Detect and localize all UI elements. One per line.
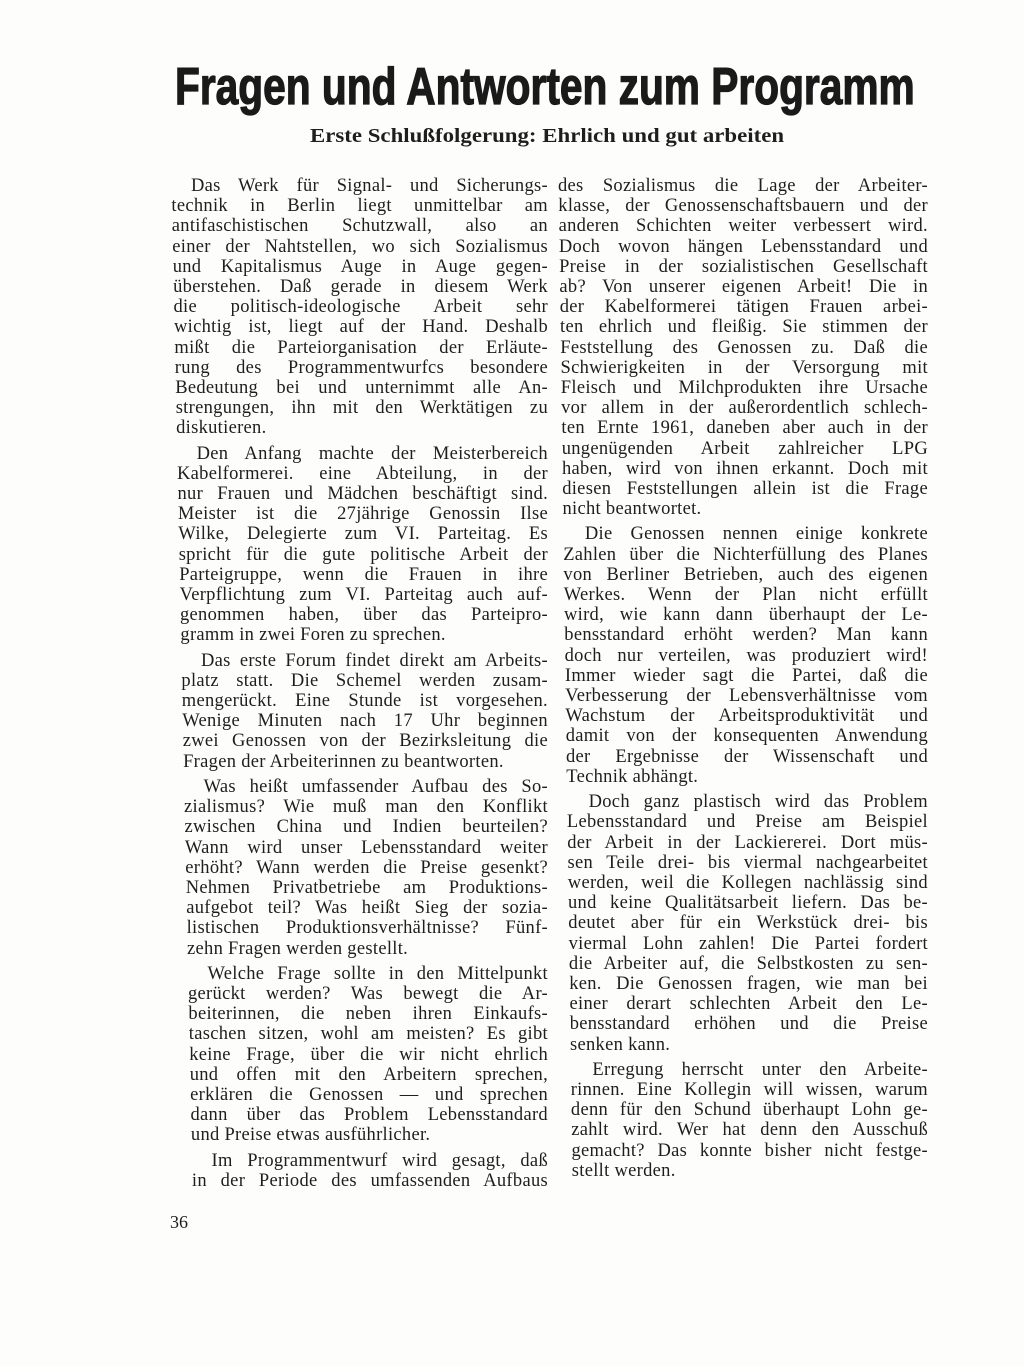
text-line: Nehmen Privatbetriebe am Produktions- [185,877,548,898]
text-line: Verpflichtung zum VI. Parteitag auch auf- [179,585,548,606]
text-line: Kabelformerei. eine Abteilung, in der [177,463,548,484]
text-line: senken kann. [570,1034,671,1055]
text-line: die Arbeiter auf, die Selbstkosten zu sen- [568,953,928,974]
text-line: und Kapitalismus Auge in Auge gegen- [172,256,548,277]
text-line: platz statt. Die Schemel werden zusam- [181,670,548,691]
text-line: diskutieren. [176,418,267,439]
text-line: zehn Fragen werden gestellt. [187,938,409,959]
text-line: Die Genossen nennen einige konkrete [584,524,928,545]
text-line: ab? Von unserer eigenen Arbeit! Die in [559,277,928,298]
text-line: Das Werk für Signal- und Sicherungs- [191,176,548,196]
text-line: mengerückt. Eine Stunde ist vorgesehen. [181,691,548,712]
text-line: ken. Die Genossen fragen, wie man bei [569,973,928,994]
left-column [171,176,548,1191]
text-line: nur Frauen und Mädchen beschäftigt sind. [177,484,548,505]
text-line: Was heißt umfassender Aufbau des So- [203,776,548,797]
paragraph [171,1151,548,1191]
text-line: Erregung herrscht unter den Arbeite- [592,1059,928,1080]
text-line: strengungen, ihn mit den Werktätigen zu [175,398,548,419]
text-line: anderen Schichten weiter verbessert wird. [558,216,928,237]
text-line: Fragen der Arbeiterinnen zu beantworten. [183,751,504,772]
text-line: erhöht? Wann werden die Preise gesenkt? [185,857,548,878]
text-line: wichtig ist, liegt auf der Hand. Deshalb [174,317,548,338]
article-title: Fragen und Antworten zum Programm [175,58,915,116]
paragraph [171,964,548,1146]
text-line: aufgebot teil? Was heißt Sieg der sozia- [186,898,548,919]
text-line: einer derart schlechten Arbeit den Le- [569,994,928,1015]
paragraph [171,651,548,772]
text-line: und Preise etwas ausführlicher. [190,1125,431,1146]
paragraph [558,176,928,519]
text-line: Zahlen über die Nichterfüllung des Planes [563,544,928,565]
text-line: sen Teile drei- bis viermal nachgearbeitet [567,852,928,873]
text-line: bensstandard erhöhen und die Preise [569,1014,928,1035]
text-line: diesen Feststellungen allein ist die Frage [562,479,928,500]
text-line: Im Programmentwurf wird gesagt, daß [211,1150,548,1171]
text-line: nicht beantwortet. [562,499,702,520]
text-line: Wenige Minuten nach 17 Uhr beginnen [182,711,548,732]
text-line: die politisch-ideologische Arbeit sehr [173,297,548,318]
text-line: ten ehrlich und fleißig. Sie stimmen der [560,317,928,338]
text-line: Welche Frage sollte in den Mittelpunkt [207,963,548,984]
text-line: zwischen China und Indien beurteilen? [184,817,548,838]
text-line: wird, wie kann dann überhaupt der Le- [564,605,928,626]
text-line: viermal Lohn zahlen! Die Partei fordert [568,933,928,954]
text-line: Lebensstandard und Preise am Beispiel [566,812,928,833]
text-line: spricht für die gute politische Arbeit der [178,544,548,565]
text-line: in der Periode des umfassenden Aufbaus [191,1170,548,1191]
paragraph [171,444,548,646]
text-line: ungenügenden Arbeit zahlreicher LPG [561,438,928,459]
text-line: listischen Produktionsverhältnisse? Fünf- [186,918,548,939]
article-title-box [175,59,915,119]
text-line: damit von der konsequenten Anwendung [565,726,928,747]
text-line: doch nur verteilen, was produziert wird! [564,645,928,666]
text-line: Wann wird unser Lebensstandard weiter [184,837,548,858]
text-line: mißt die Parteiorganisation der Erläute- [174,337,548,358]
paragraph [558,1060,928,1181]
text-line: überstehen. Daß gerade in diesem Werk [173,277,548,298]
text-line: Wachstum der Arbeitsproduktivität und [565,706,928,727]
text-line: haben, wird von ihnen erkannt. Doch mit [562,458,928,479]
text-line: von Berliner Betrieben, auch des eigenen [563,564,928,585]
text-line: Das erste Forum findet direkt am Arbeits- [201,650,548,671]
text-line: gerückt werden? Was bewegt die Ar- [188,983,548,1004]
text-line: klasse, der Genossenschaftsbauern und der [558,196,928,217]
text-line: taschen sitzen, wohl am meisten? Es gibt [188,1024,548,1045]
text-line: Bedeutung bei und unternimmt alle An- [175,378,548,399]
text-line: antifaschistischen Schutzwall, also an [171,216,548,237]
text-line: stellt werden. [571,1160,676,1181]
text-line: Fleisch und Milchprodukten ihre Ursache [560,378,928,399]
text-line: der Ergebnisse der Wissenschaft und [566,746,928,767]
text-line: ten Ernte 1961, daneben aber auch in der [561,418,928,439]
text-line: genommen haben, über das Parteipro- [180,605,548,626]
text-line: Verbesserung der Lebensverhältnisse vom [565,686,928,707]
text-line: beiterinnen, die neben ihren Einkaufs- [188,1004,548,1025]
text-line: Wilke, Delegierte zum VI. Parteitag. Es [178,524,548,545]
paragraph [171,176,548,439]
text-line: gemacht? Das konnte bisher nicht festge- [571,1140,928,1161]
text-line: Parteigruppe, wenn die Frauen in ihre [179,564,548,585]
text-line: Schwierigkeiten in der Versorgung mit [560,357,928,378]
text-line: Werkes. Wenn der Plan nicht erfüllt [563,585,928,606]
text-line: der Arbeit in der Lackiererei. Dort müs- [567,832,928,853]
text-line: werden, weil die Kollegen nachlässig sind [567,872,928,893]
text-line: und offen mit den Arbeitern sprechen, [189,1064,548,1085]
paragraph [171,777,548,959]
text-line: zialismus? Wie muß man den Konflikt [184,797,548,818]
text-line: zwei Genossen von der Bezirksleitung die [182,731,548,752]
text-line: rung des Programmentwurfcs besondere [174,357,548,378]
right-column [558,176,928,1181]
text-line: Preise in der sozialistischen Gesellschaft [559,256,928,277]
text-line: Den Anfang machte der Meisterbereich [196,443,548,464]
text-line: und keine Qualitätsarbeit liefern. Das be- [568,893,928,914]
text-line: einer der Nahtstellen, wo sich Sozialismus [172,236,548,257]
text-line: keine Frage, über die wir nicht ehrlich [189,1044,548,1065]
text-line: bensstandard erhöht werden? Man kann [564,625,928,646]
text-line: Immer wieder sagt die Partei, daß die [564,665,928,686]
page-number: 36 [170,1212,188,1232]
text-line: dann über das Problem Lebensstandard [190,1105,548,1126]
text-line: zahlt wird. Wer hat denn den Ausschuß [571,1120,928,1141]
text-line: technik in Berlin liegt unmittelbar am [171,196,548,217]
paragraph [558,524,928,787]
text-line: vor allem in der außerordentlich schlech- [561,398,928,419]
text-line: gramm in zwei Foren zu sprechen. [180,625,446,646]
text-line: Doch wovon hängen Lebensstandard und [558,236,928,257]
text-line: erklären die Genossen — und sprechen [190,1084,548,1105]
paragraph [558,792,928,1055]
text-line: Doch ganz plastisch wird das Problem [588,792,928,813]
text-line: deutet aber für ein Werkstück drei- bis [568,913,928,934]
text-line: der Kabelformerei tätigen Frauen arbei- [559,297,928,318]
text-line: Meister ist die 27jährige Genossin Ilse [177,504,548,525]
article-subtitle: Erste Schlußfolgerung: Ehrlich und gut arbeiten [310,125,785,147]
text-line: denn für den Schund überhaupt Lohn ge- [570,1100,928,1121]
article-subtitle-box [310,124,784,150]
text-line: rinnen. Eine Kollegin will wissen, warum [570,1079,928,1100]
text-line: Technik abhängt. [566,766,699,787]
text-line: des Sozialismus die Lage der Arbeiter- [558,176,928,196]
text-line: Feststellung des Genossen zu. Daß die [560,337,928,358]
